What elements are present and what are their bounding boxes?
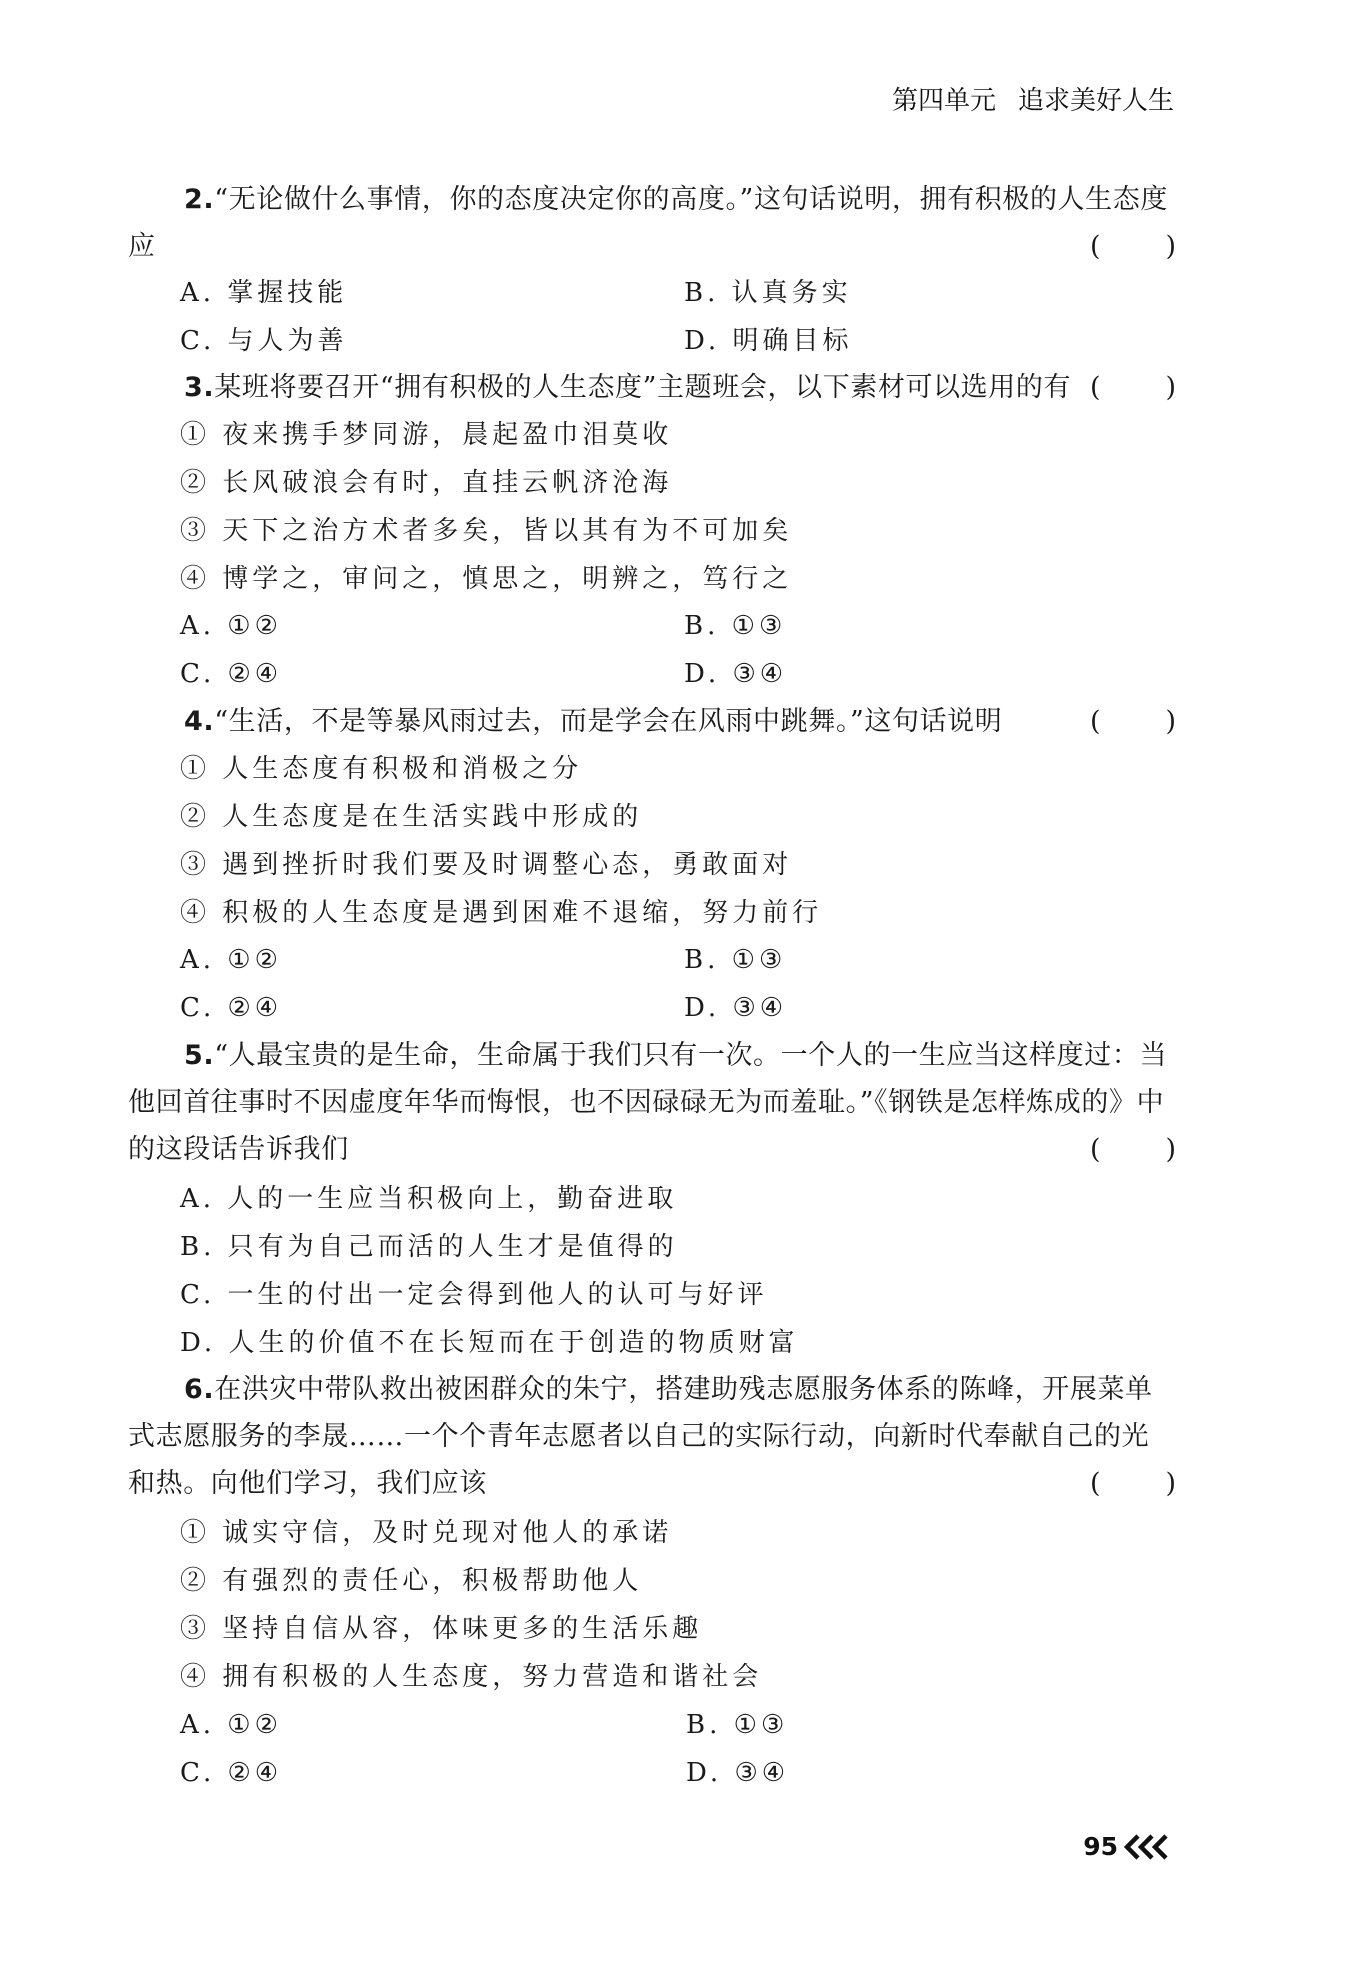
unit-label: 第四单元 [891, 86, 996, 116]
answer-bracket: ( ) [1090, 1468, 1176, 1499]
option-b[interactable]: B. 只有为自己而活的人生才是值得的 [180, 1232, 678, 1262]
question-3-stem: 3.某班将要召开“拥有积极的人生态度”主题班会，以下素材可以选用的有 [184, 372, 1072, 403]
unit-title: 追求美好人生 [1017, 86, 1174, 116]
option-d[interactable]: D. ③④ [684, 993, 788, 1023]
statement-4: ④ 拥有积极的人生态度，努力营造和谐社会 [180, 1662, 763, 1692]
answer-bracket: ( ) [1090, 1134, 1176, 1165]
question-4-stem: 4.“生活，不是等暴风雨过去，而是学会在风雨中跳舞。”这句话说明 [184, 706, 1003, 737]
option-d[interactable]: D. ③④ [684, 659, 788, 689]
option-c[interactable]: C. ②④ [180, 993, 283, 1023]
page-number: 95 [1083, 1832, 1118, 1861]
statement-1: ① 夜来携手梦同游，晨起盈巾泪莫收 [180, 420, 673, 450]
statement-3: ③ 坚持自信从容，体味更多的生活乐趣 [180, 1614, 703, 1644]
statement-4: ④ 积极的人生态度是遇到困难不退缩，努力前行 [180, 898, 823, 928]
statement-2: ② 人生态度是在生活实践中形成的 [180, 802, 643, 832]
option-c[interactable]: C. ②④ [180, 1758, 283, 1788]
answer-bracket: ( ) [1090, 372, 1176, 403]
triple-chevron-left-icon [1124, 1833, 1170, 1861]
option-a[interactable]: A. ①② [180, 611, 282, 641]
statement-1: ① 人生态度有积极和消极之分 [180, 754, 583, 784]
statement-4: ④ 博学之，审问之，慎思之，明辨之，笃行之 [180, 564, 793, 594]
option-c[interactable]: C. ②④ [180, 659, 283, 689]
page-footer [1083, 1832, 1170, 1861]
option-b[interactable]: B. ①③ [686, 1710, 789, 1740]
page-header [892, 80, 1174, 117]
option-a[interactable]: A. ①② [180, 1710, 282, 1740]
answer-bracket: ( ) [1090, 231, 1176, 262]
statement-1: ① 诚实守信，及时兑现对他人的承诺 [180, 1518, 673, 1548]
statement-2: ② 有强烈的责任心，积极帮助他人 [180, 1566, 643, 1596]
question-5-stem: 5.“人最宝贵的是生命，生命属于我们只有一次。一个人的一生应当这样度过：当他回首往事时不因虚度年华而悔恨，也不因碌碌无为而羞耻。”《钢铁是怎样炼成的》中的这段话告诉我们 [128, 1040, 1168, 1165]
option-d[interactable]: D. ③④ [686, 1758, 790, 1788]
option-c[interactable]: C. 一生的付出一定会得到他人的认可与好评 [180, 1280, 768, 1310]
statement-2: ② 长风破浪会有时，直挂云帆济沧海 [180, 468, 673, 498]
option-a[interactable]: A. 掌握技能 [180, 278, 348, 308]
option-b[interactable]: B. ①③ [684, 611, 787, 641]
option-d[interactable]: D. 人生的价值不在长短而在于创造的物质财富 [180, 1328, 799, 1358]
option-d[interactable]: D. 明确目标 [684, 326, 853, 356]
option-b[interactable]: B. ①③ [684, 945, 787, 975]
option-a[interactable]: A. 人的一生应当积极向上，勤奋进取 [180, 1184, 678, 1214]
option-c[interactable]: C. 与人为善 [180, 326, 348, 356]
statement-3: ③ 天下之治方术者多矣，皆以其有为不可加矣 [180, 516, 793, 546]
question-2-stem: 2.“无论做什么事情，你的态度决定你的高度。”这句话说明，拥有积极的人生态度应 [128, 184, 1168, 262]
statement-3: ③ 遇到挫折时我们要及时调整心态，勇敢面对 [180, 850, 793, 880]
question-6-stem: 6.在洪灾中带队救出被困群众的朱宁，搭建助残志愿服务体系的陈峰，开展菜单式志愿服务的李晟……一个个青年志愿者以自己的实际行动，向新时代奉献自己的光和热。向他们学习，我们应该 [128, 1374, 1153, 1499]
answer-bracket: ( ) [1090, 706, 1176, 737]
option-a[interactable]: A. ①② [180, 945, 282, 975]
option-b[interactable]: B. 认真务实 [684, 278, 852, 308]
